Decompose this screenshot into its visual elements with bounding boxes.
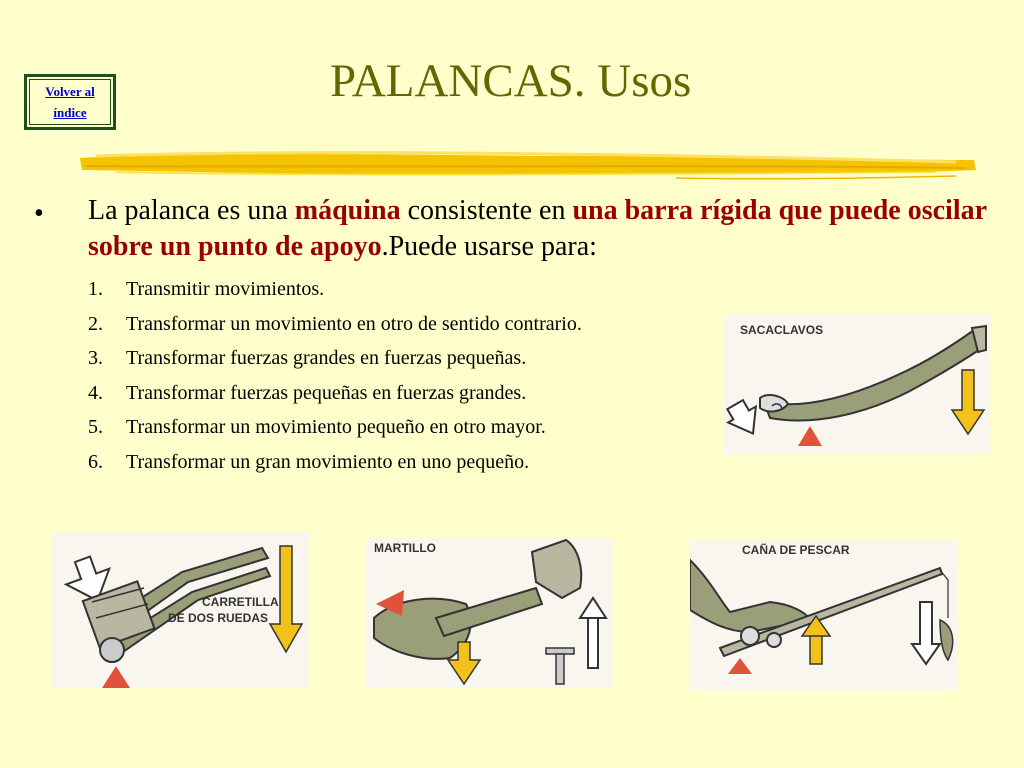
intro-paragraph bbox=[88, 193, 988, 265]
fishing-rod-caption: CAÑA DE PESCAR bbox=[742, 543, 850, 557]
intro-text-2: consistente en bbox=[400, 195, 573, 226]
list-number: 4. bbox=[88, 381, 103, 404]
list-number: 6. bbox=[88, 450, 103, 473]
list-item bbox=[88, 376, 582, 411]
list-text: Transformar fuerzas pequeñas en fuerzas grandes. bbox=[126, 381, 527, 404]
bullet-marker: • bbox=[34, 198, 44, 229]
hammer-caption: MARTILLO bbox=[374, 541, 436, 555]
list-item bbox=[88, 410, 582, 445]
hammer-illustration bbox=[366, 538, 614, 688]
fulcrum-icon bbox=[102, 666, 130, 688]
list-text: Transformar un movimiento en otro de sentido contrario. bbox=[126, 312, 582, 335]
list-number: 3. bbox=[88, 347, 103, 369]
wheelbarrow-caption-line1: CARRETILLA bbox=[202, 595, 279, 609]
list-number: 1. bbox=[88, 278, 103, 300]
wheelbarrow-illustration bbox=[52, 532, 310, 688]
list-item bbox=[88, 341, 582, 376]
back-link-line2[interactable]: índice bbox=[53, 105, 87, 120]
slide-title: PALANCAS. Usos bbox=[330, 55, 692, 107]
list-text: Transformar un movimiento pequeño en otro mayor. bbox=[126, 416, 546, 438]
list-item bbox=[88, 272, 582, 307]
list-number: 5. bbox=[88, 416, 103, 438]
list-text: Transmitir movimientos. bbox=[126, 278, 325, 300]
intro-text-1: La palanca es una bbox=[88, 195, 295, 226]
uses-list bbox=[88, 272, 582, 479]
intro-highlight-machine: máquina bbox=[294, 195, 401, 226]
list-text: Transformar fuerzas grandes en fuerzas pequeñas. bbox=[126, 347, 527, 369]
fishing-rod-illustration bbox=[690, 540, 958, 690]
list-number: 2. bbox=[88, 312, 103, 335]
nail-puller-caption: SACACLAVOS bbox=[740, 323, 824, 337]
back-to-index-button[interactable] bbox=[24, 74, 116, 130]
nail-puller-illustration bbox=[724, 314, 990, 454]
list-item bbox=[88, 445, 582, 480]
list-item bbox=[88, 307, 582, 342]
intro-highlight-definition: una barra rígida que puede oscilar sobre un punto de apoyo bbox=[88, 195, 987, 262]
intro-text-3: .Puede usarse para: bbox=[381, 231, 597, 262]
fulcrum-icon bbox=[798, 426, 822, 446]
back-link-line1[interactable]: Volver al bbox=[45, 84, 95, 99]
fulcrum-icon bbox=[728, 658, 752, 674]
wheelbarrow-caption-line2: DE DOS RUEDAS bbox=[168, 611, 269, 625]
list-text: Transformar un gran movimiento en uno pequeño. bbox=[126, 450, 530, 473]
brush-stroke-divider bbox=[76, 142, 978, 188]
